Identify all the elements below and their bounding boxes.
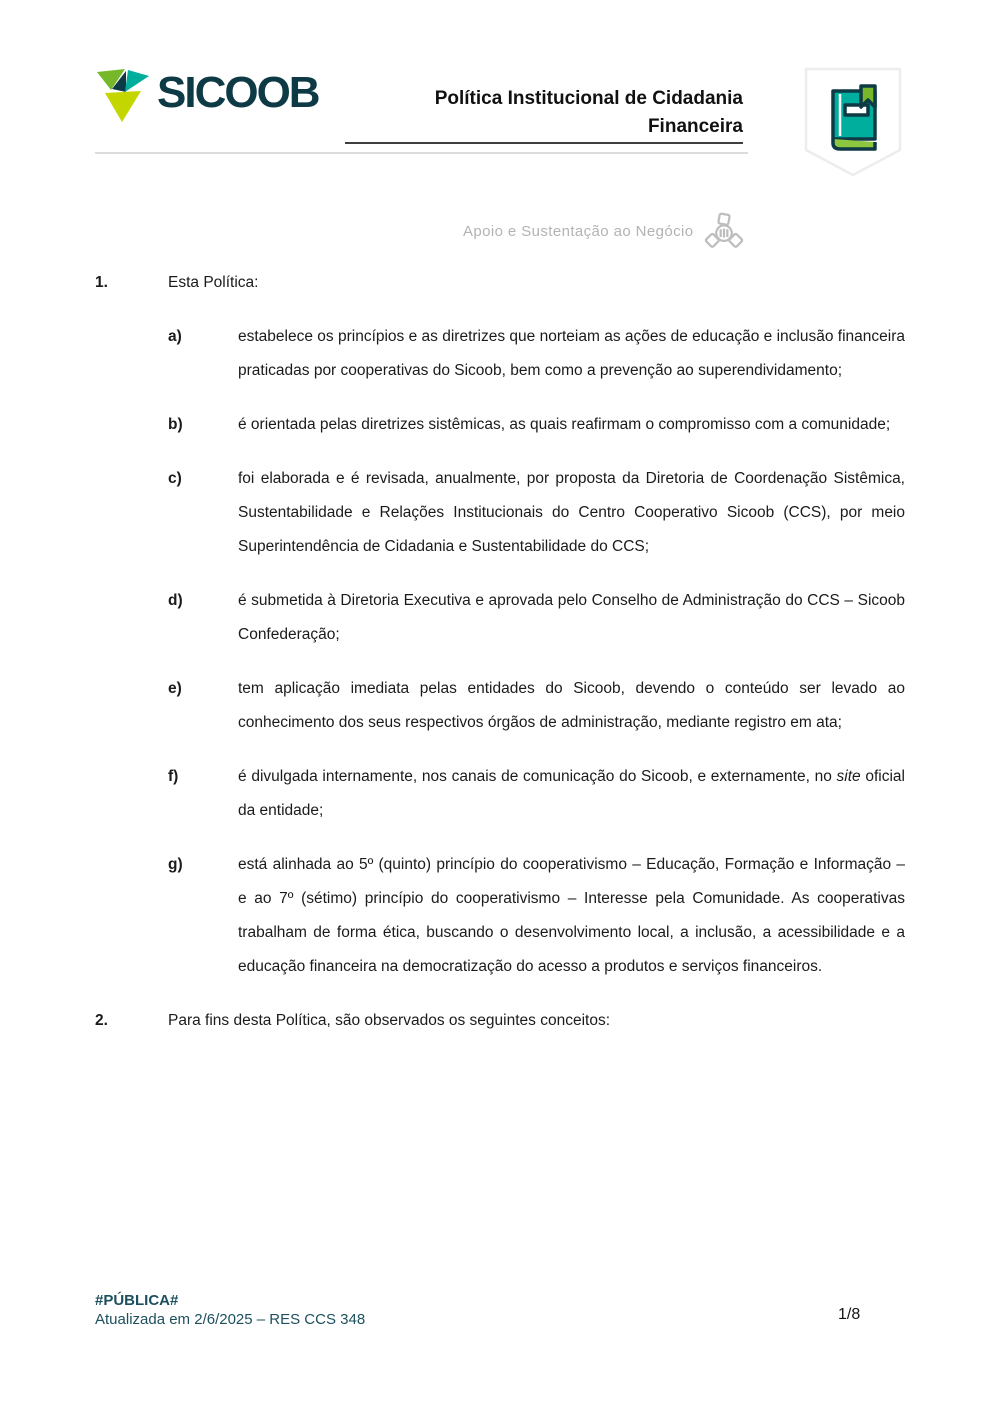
document-title-line1: Política Institucional de Cidadania [434,88,743,109]
list-item-a [168,320,905,388]
logo-wordmark: SICOOB [157,68,319,117]
title-underline [345,142,743,144]
list-item-b [168,408,905,442]
list-item-text: estabelece os princípios e as diretrizes que norteiam as ações de educação e inclusão financeira praticadas por cooperativas do Sicoob, bem como a prevenção ao superendividamento; [238,328,905,379]
item-number: 2. [95,1012,108,1029]
list-item-letter: b) [168,416,183,433]
list-item-text-part: é divulgada internamente, nos canais de comunicação do Sicoob, e externamente, no [238,768,837,785]
list-item-text: está alinhada ao 5º (quinto) princípio do cooperativismo – Educação, Formação e Informação – e ao 7º (sétimo) princípio do cooperativismo – Interesse pela Comunidade. As cooperativas trabalham de forma ética, buscando o desenvolvimento local, a inclusão, a acessibilidade e a educação financeira na democratização do acesso a produtos e serviços financeiros. [238,856,905,975]
list-item-text [238,760,905,828]
list-item-letter: d) [168,592,183,609]
list-item-text: é submetida à Diretoria Executiva e aprovada pelo Conselho de Administração do CCS – Sicoob Confederação; [238,592,905,643]
list-item-g [168,848,905,984]
list-item-text: é orientada pelas diretrizes sistêmicas, as quais reafirmam o compromisso com a comunidade; [238,416,891,433]
list-item-text: tem aplicação imediata pelas entidades do Sicoob, devendo o conteúdo ser levado ao conhecimento dos seus respectivos órgãos de administração, mediante registro em ata; [238,680,905,731]
classification-label: #PÚBLICA# [95,1292,179,1309]
hands-united-icon [704,212,744,252]
sicoob-logo [95,62,319,124]
document-title [345,85,743,141]
header-divider [95,152,748,154]
italic-word: site [836,768,861,785]
footer [95,1291,365,1329]
book-icon [833,86,875,149]
numbered-item-1 [95,266,905,300]
list-item-letter: e) [168,680,182,697]
book-badge [803,66,903,178]
category-line [463,212,744,252]
page-number: 1/8 [838,1306,861,1323]
item-text: Esta Política: [168,274,259,291]
update-info: Atualizada em 2/6/2025 – RES CCS 348 [95,1311,366,1328]
list-item-text: foi elaborada e é revisada, anualmente, por proposta da Diretoria de Coordenação Sistêmica, Sustentabilidade e Relações Institucionais do Centro Cooperativo Sicoob (CCS), por meio Superintendência de Cidadania e Sustentabilidade do CCS; [238,470,905,555]
list-item-text-part: oficial da entidade; [238,768,905,819]
category-label: Apoio e Sustentação ao Negócio [463,223,694,240]
list-item-d [168,584,905,652]
sicoob-logo-mark-icon [95,62,151,124]
list-item-letter: a) [168,328,182,345]
numbered-item-2 [95,1004,905,1038]
item-number: 1. [95,274,108,291]
list-item-e [168,672,905,740]
document-title-line2: Financeira [647,116,743,137]
list-item-letter: c) [168,470,182,487]
item-text: Para fins desta Política, são observados os seguintes conceitos: [168,1012,610,1029]
list-item-letter: g) [168,856,183,873]
list-item-c [168,462,905,564]
list-item-f [168,760,905,828]
list-item-letter: f) [168,768,179,785]
document-body [95,266,905,1058]
